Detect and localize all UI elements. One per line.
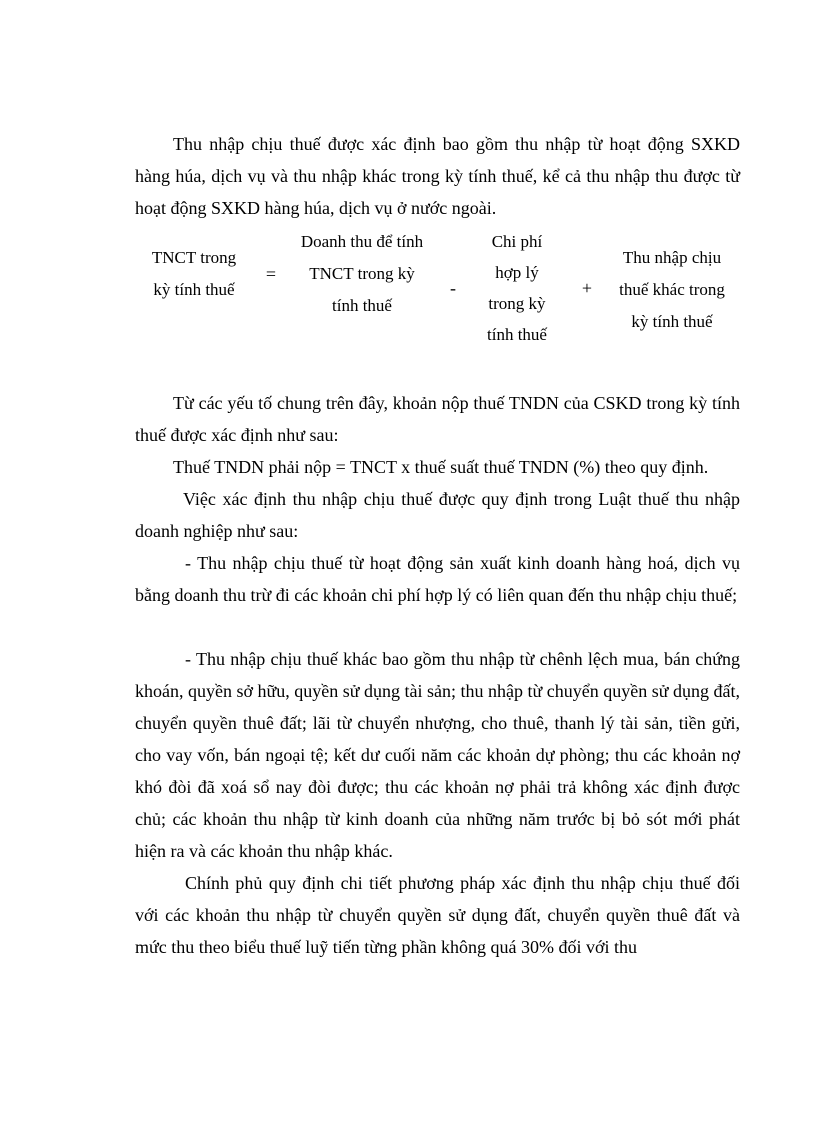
formula-cost-line1: Chi phí (491, 232, 543, 251)
paragraph-government-regulation: Chính phủ quy định chi tiết phương pháp xác định thu nhập chịu thuế đối với các khoản thu nhập từ chuyển quyền sử dụng đất, chuyển quyền thuê đất và mức thu theo biểu thuế luỹ tiến từng phần không quá 30% đối với thu (135, 873, 740, 957)
formula-revenue-line3: tính thuế (332, 296, 392, 315)
paragraph-tax-payable-intro: Từ các yếu tố chung trên đây, khoản nộp thuế TNDN của CSKD trong kỳ tính thuế được xác định như sau: (135, 393, 740, 445)
formula-cost-term (469, 226, 565, 350)
formula-revenue-line2: TNCT trong kỳ (309, 264, 415, 283)
formula-equals-sign: = (265, 264, 277, 284)
formula-other-line3: kỳ tính thuế (631, 312, 713, 331)
formula-lhs-line1: TNCT trong (151, 248, 237, 267)
paragraph-law-regulation: Việc xác định thu nhập chịu thuế được quy định trong Luật thuế thu nhập doanh nghiệp như sau: (135, 489, 740, 541)
paragraph-other-income: - Thu nhập chịu thuế khác bao gồm thu nhập từ chênh lệch mua, bán chứng khoán, quyền sở hữu, quyền sử dụng tài sản; thu nhập từ chuyển quyền sử dụng đất, chuyển quyền thuê đất; lãi từ chuyển nhượng, cho thuê, thanh lý tài sản, tiền gửi, cho vay vốn, bán ngoại tệ; kết dư cuối năm các khoản dự phòng; thu các khoản nợ khó đòi đã xoá sổ nay đòi được; thu các khoản nợ phải trả không xác định được chủ; các khoản thu nhập từ kinh doanh của những năm trước bị bỏ sót mới phát hiện ra và các khoản thu nhập khác. (135, 649, 740, 861)
formula-lhs-line2: kỳ tính thuế (153, 280, 235, 299)
formula-other-income-term (603, 242, 741, 338)
formula-cost-line4: tính thuế (487, 325, 547, 344)
formula-cost-line3: trong kỳ (488, 294, 546, 313)
taxable-income-formula (135, 226, 740, 354)
formula-other-line1: Thu nhập chịu (622, 248, 722, 267)
paragraph-tax-payable-formula: Thuế TNDN phải nộp = TNCT x thuế suất thuế TNDN (%) theo quy định. (173, 457, 709, 477)
formula-cost-line2: hợp lý (495, 263, 539, 282)
formula-other-line2: thuế khác trong (619, 280, 725, 299)
formula-revenue-term (285, 226, 439, 322)
formula-lhs (135, 242, 253, 306)
formula-revenue-line1: Doanh thu để tính (300, 232, 424, 251)
paragraph-business-income: - Thu nhập chịu thuế từ hoạt động sản xuất kinh doanh hàng hoá, dịch vụ bằng doanh thu trừ đi các khoản chi phí hợp lý có liên quan đến thu nhập chịu thuế; (135, 553, 740, 605)
formula-plus-sign: + (581, 278, 593, 298)
paragraph-taxable-income-definition: Thu nhập chịu thuế được xác định bao gồm thu nhập từ hoạt động SXKD hàng húa, dịch vụ và thu nhập khác trong kỳ tính thuế, kể cả thu nhập thu được từ hoạt động SXKD hàng húa, dịch vụ ở nước ngoài. (135, 134, 740, 218)
formula-minus-sign: - (450, 278, 456, 298)
